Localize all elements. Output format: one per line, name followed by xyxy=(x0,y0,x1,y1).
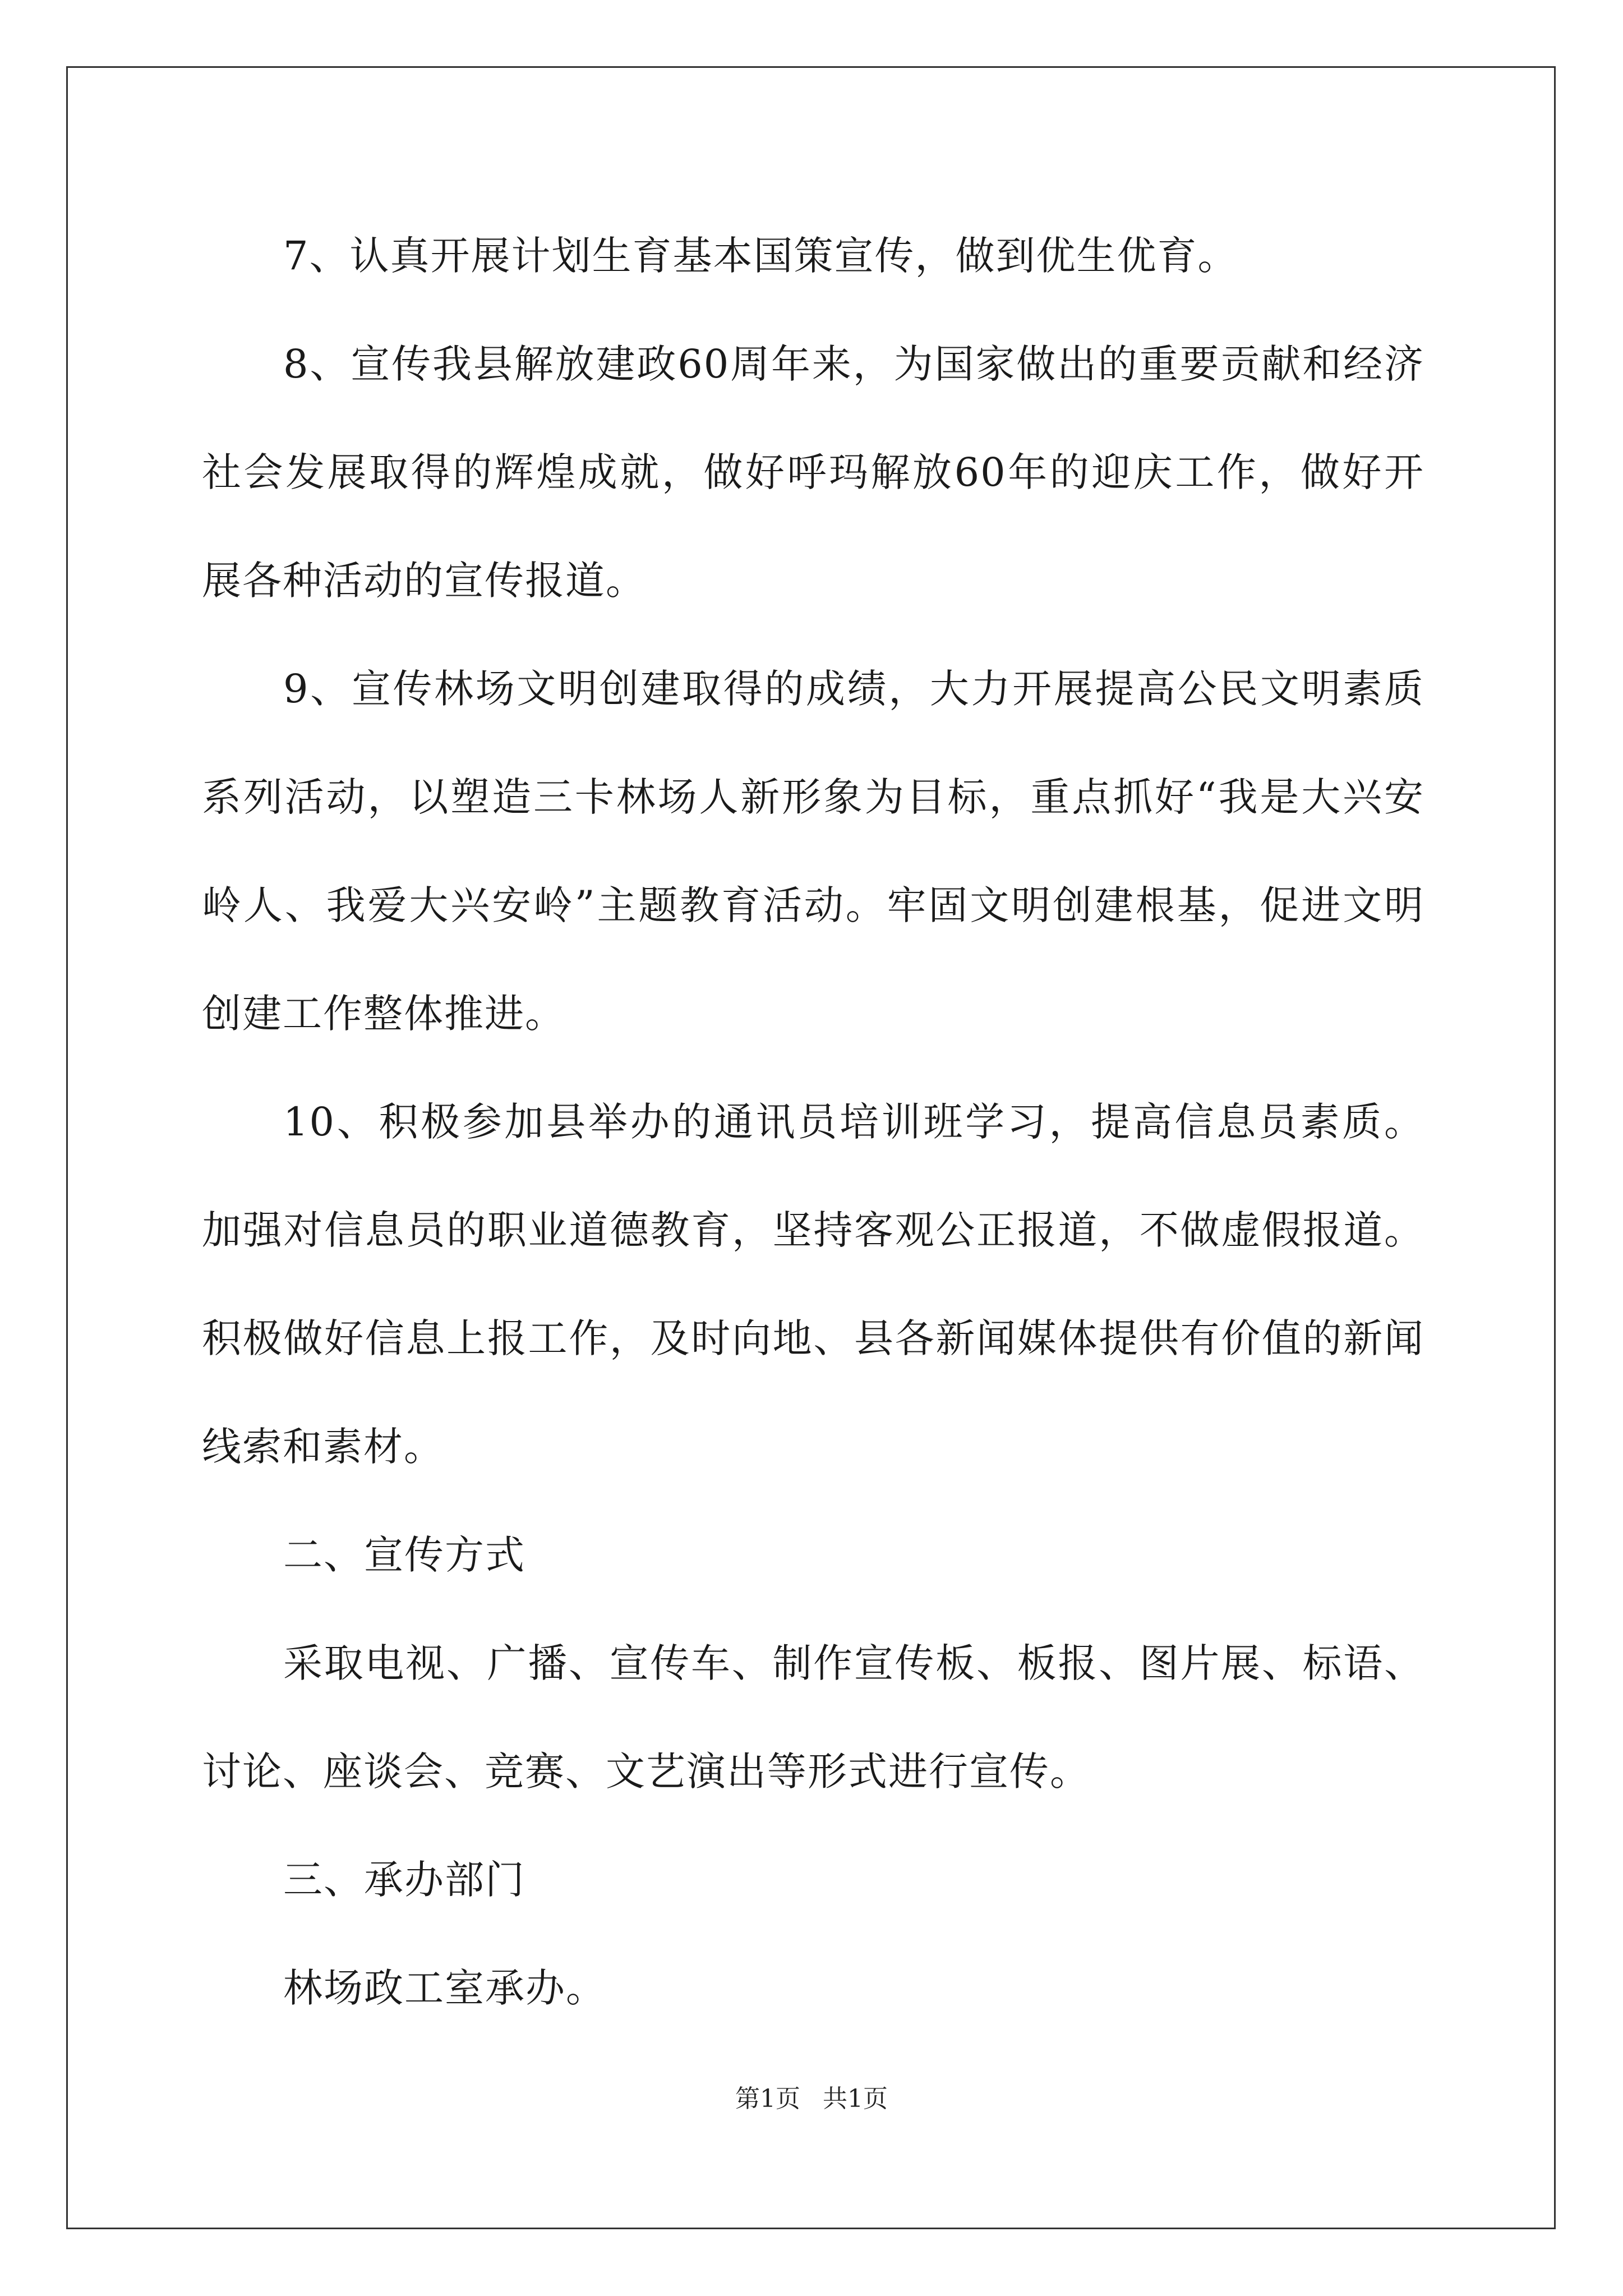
page-total: 共1页 xyxy=(823,2085,888,2113)
page-number: 第1页 xyxy=(735,2085,800,2113)
page-footer xyxy=(0,2078,1623,2114)
section-heading-publicity-methods: 二、宣传方式 xyxy=(283,1532,525,1578)
paragraph-publicity-methods: 采取电视、广播、宣传车、制作宣传板、板报、图片展、标语、讨论、座谈会、竞赛、文艺演出等形式进行宣传。 xyxy=(202,1640,1424,1795)
paragraph-item-9: 9、宣传林场文明创建取得的成绩，大力开展提高公民文明素质系列活动，以塑造三卡林场人新形象为目标，重点抓好“我是大兴安岭人、我爱大兴安岭”主题教育活动。牢固文明创建根基，促进文明创建工作整体推进。 xyxy=(202,666,1424,1037)
paragraph-item-7: 7、认真开展计划生育基本国策宣传，做到优生优育。 xyxy=(283,233,1238,279)
section-heading-organizer: 三、承办部门 xyxy=(283,1857,525,1903)
document-body xyxy=(202,202,1424,2042)
paragraph-item-10: 10、积极参加县举办的通讯员培训班学习，提高信息员素质。加强对信息员的职业道德教育，坚持客观公正报道，不做虚假报道。积极做好信息上报工作，及时向地、县各新闻媒体提供有价值的新闻线索和素材。 xyxy=(202,1099,1424,1470)
paragraph-item-8: 8、宣传我县解放建政60周年来，为国家做出的重要贡献和经济社会发展取得的辉煌成就，做好呼玛解放60年的迎庆工作，做好开展各种活动的宣传报道。 xyxy=(202,341,1424,604)
paragraph-organizer: 林场政工室承办。 xyxy=(283,1965,606,2011)
